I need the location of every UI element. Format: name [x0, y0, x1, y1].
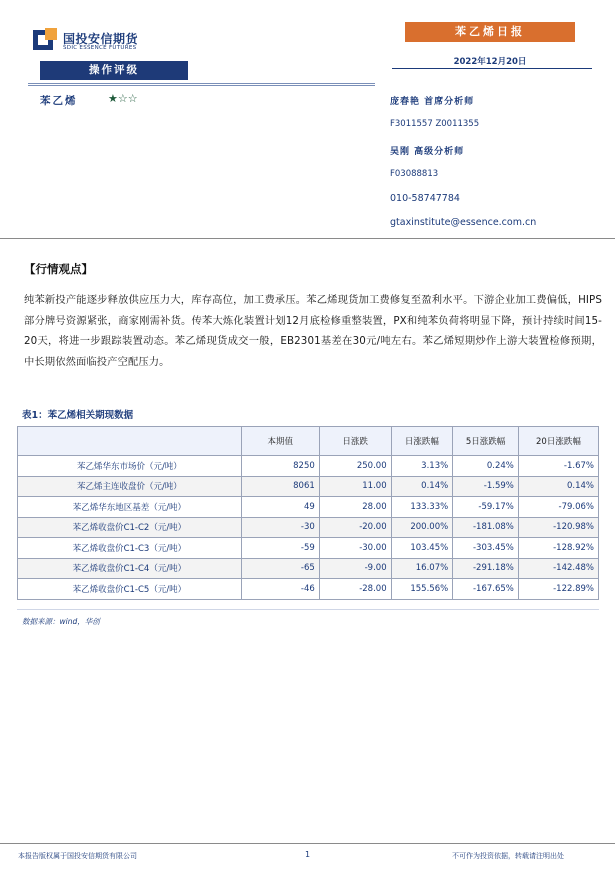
- table-cell: -30: [241, 517, 319, 538]
- company-logo: [33, 28, 153, 54]
- table-row: [18, 497, 599, 518]
- header-divider: [0, 238, 615, 239]
- table-header-row: [18, 427, 599, 456]
- table-caption: 表1：苯乙烯相关期现数据: [22, 410, 134, 421]
- table-header-cell: 20日涨跌幅: [518, 427, 598, 456]
- analyst-2-id: F03088813: [390, 169, 439, 179]
- table-cell: 200.00%: [391, 517, 453, 538]
- table-header-cell: 5日涨跌幅: [453, 427, 519, 456]
- table-cell: -59: [241, 538, 319, 559]
- table-cell: 苯乙烯主连收盘价（元/吨）: [18, 476, 242, 497]
- report-date: 2022年12月20日: [453, 57, 527, 67]
- table-row: [18, 538, 599, 559]
- table-cell: 苯乙烯收盘价C1-C2（元/吨）: [18, 517, 242, 538]
- table-header-cell: 本期值: [241, 427, 319, 456]
- table-bottom-divider: [17, 609, 599, 610]
- table-cell: 8250: [241, 456, 319, 477]
- analyst-1-id: F3011557 Z0011355: [390, 119, 480, 129]
- logo-name-cn: 国投安信期货: [63, 32, 139, 46]
- table-header-cell: 日涨跌: [319, 427, 391, 456]
- market-view-text: 纯苯新投产能逐步释放供应压力大，库存高位，加工费承压。苯乙烯现货加工费修复至盈利水平。下游企业加工费偏低，HIPS部分牌号资源紧张，商家刚需补货。传苯大炼化装置计划12月底检修重整装置，PX和纯苯负荷将明显下降，预计持续时间15-20天，将进一步跟踪装置动态。苯乙烯现货成交一般，EB2301基差在30元/吨左右。苯乙烯短期炒作上游大装置检修预期，中长期依然面临投产空配压力。: [24, 294, 602, 368]
- table-cell: -1.67%: [518, 456, 598, 477]
- futures-spot-table: [17, 426, 599, 600]
- table-cell: -79.06%: [518, 497, 598, 518]
- table-cell: 0.14%: [391, 476, 453, 497]
- table-cell: -30.00: [319, 538, 391, 559]
- table-cell: -20.00: [319, 517, 391, 538]
- table-cell: -167.65%: [453, 579, 519, 600]
- footer-copyright: 本报告版权属于国投安信期货有限公司: [18, 852, 137, 860]
- table-cell: 苯乙烯收盘价C1-C5（元/吨）: [18, 579, 242, 600]
- table-cell: 0.24%: [453, 456, 519, 477]
- logo-mark-icon: [33, 28, 57, 52]
- market-view-title: 【行情观点】: [24, 262, 93, 276]
- table-cell: 11.00: [319, 476, 391, 497]
- table-row: [18, 456, 599, 477]
- report-type-banner: 苯乙烯日报: [405, 22, 575, 42]
- table-cell: 0.14%: [518, 476, 598, 497]
- table-cell: -128.92%: [518, 538, 598, 559]
- table-cell: 8061: [241, 476, 319, 497]
- table-cell: 133.33%: [391, 497, 453, 518]
- page-number: 1: [305, 850, 311, 859]
- table-header-cell: 日涨跌幅: [391, 427, 453, 456]
- footer-disclaimer: 不可作为投资依据，转载请注明出处: [452, 852, 564, 860]
- table-cell: 28.00: [319, 497, 391, 518]
- table-cell: 250.00: [319, 456, 391, 477]
- rating-divider-secondary: [28, 85, 375, 86]
- product-name: 苯乙烯: [40, 95, 78, 107]
- table-header-cell: [18, 427, 242, 456]
- table-cell: -120.98%: [518, 517, 598, 538]
- rating-banner: 操作评级: [40, 61, 188, 80]
- table-cell: -1.59%: [453, 476, 519, 497]
- data-source: 数据来源：wind，华创: [22, 617, 100, 626]
- table-cell: 3.13%: [391, 456, 453, 477]
- date-divider: [392, 68, 592, 69]
- table-cell: -59.17%: [453, 497, 519, 518]
- rating-stars: ★☆☆: [108, 92, 138, 105]
- table-cell: -142.48%: [518, 558, 598, 579]
- table-cell: 155.56%: [391, 579, 453, 600]
- contact-phone: 010-58747784: [390, 193, 460, 204]
- table-cell: 49: [241, 497, 319, 518]
- table-cell: -65: [241, 558, 319, 579]
- table-cell: -122.89%: [518, 579, 598, 600]
- table-cell: 苯乙烯收盘价C1-C4（元/吨）: [18, 558, 242, 579]
- analyst-1-name: 庞春艳 首席分析师: [390, 97, 475, 107]
- table-cell: 苯乙烯收盘价C1-C3（元/吨）: [18, 538, 242, 559]
- table-cell: -181.08%: [453, 517, 519, 538]
- table-cell: -303.45%: [453, 538, 519, 559]
- analyst-2-name: 吴刚 高级分析师: [390, 147, 465, 157]
- table-cell: 16.07%: [391, 558, 453, 579]
- table-cell: 103.45%: [391, 538, 453, 559]
- logo-name-en: SDIC ESSENCE FUTURES: [63, 45, 137, 51]
- rating-divider: [28, 83, 375, 84]
- contact-email[interactable]: gtaxinstitute@essence.com.cn: [390, 217, 537, 228]
- table-cell: -28.00: [319, 579, 391, 600]
- table-row: [18, 517, 599, 538]
- footer-divider: [0, 843, 615, 844]
- table-cell: -9.00: [319, 558, 391, 579]
- table-cell: 苯乙烯华东地区基差（元/吨）: [18, 497, 242, 518]
- table-cell: 苯乙烯华东市场价（元/吨）: [18, 456, 242, 477]
- table-row: [18, 476, 599, 497]
- table-row: [18, 579, 599, 600]
- table-cell: -46: [241, 579, 319, 600]
- table-row: [18, 558, 599, 579]
- table-cell: -291.18%: [453, 558, 519, 579]
